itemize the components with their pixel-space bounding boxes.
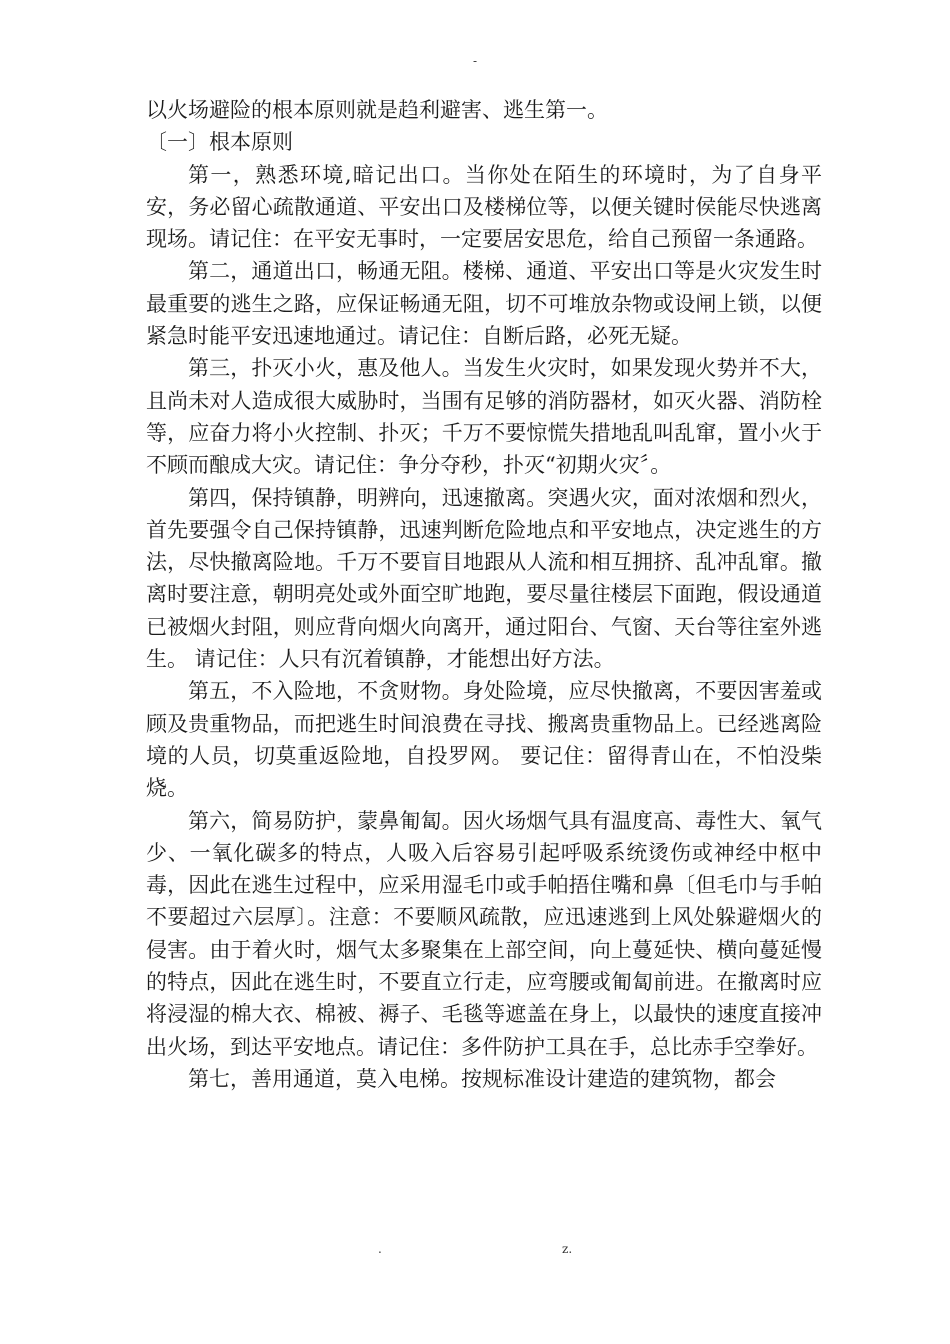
paragraph-1: 第一，熟悉环境,暗记出口。当你处在陌生的环境时，为了自身平安，务必留心疏散通道、平安出口及楼梯位等，以便关键时侯能尽快逃离现场。请记住：在平安无事时，一定要居安思危，给自己预留一条通路。 xyxy=(146,162,822,252)
intro-line: 以火场避险的根本原则就是趋利避害、逃生第一。 xyxy=(146,98,608,122)
paragraph-6: 第六，简易防护，蒙鼻匍匐。因火场烟气具有温度高、毒性大、氧气少、一氧化碳多的特点，人吸入后容易引起呼吸系统烫伤或神经中枢中毒，因此在逃生过程中，应采用湿毛巾或手帕捂住嘴和鼻〔但毛巾与手帕不要超过六层厚〕。注意：不要顺风疏散，应迅速逃到上风处躲避烟火的侵害。由于着火时，烟气太多聚集在上部空间，向上蔓延快、横向蔓延慢的特点，因此在逃生时，不要直立行走，应弯腰或匍匐前进。在撤离时应将浸湿的棉大衣、棉被、褥子、毛毯等遮盖在身上，以最快的速度直接冲出火场，到达平安地点。请记住：多件防护工具在手，总比赤手空拳好。 xyxy=(146,808,822,1059)
footer-left-mark: . xyxy=(378,1242,382,1256)
section-heading: 〔一〕根本原则 xyxy=(146,130,293,155)
page-header-mark: - xyxy=(472,54,478,68)
document-body xyxy=(146,94,822,1095)
footer-right-mark: z. xyxy=(562,1242,573,1256)
paragraph-4: 第四，保持镇静，明辨向，迅速撤离。突遇火灾，面对浓烟和烈火，首先要强令自己保持镇静，迅速判断危险地点和平安地点，决定逃生的方法，尽快撤离险地。千万不要盲目地跟从人流和相互拥挤、乱冲乱窜。撤离时要注意，朝明亮处或外面空旷地跑，要尽量往楼层下面跑，假设通道已被烟火封阻，则应背向烟火向离开，通过阳台、气窗、天台等往室外逃生。 请记住：人只有沉着镇静，才能想出好方法。 xyxy=(146,485,822,672)
paragraph-5: 第五，不入险地，不贪财物。身处险境，应尽快撤离，不要因害羞或顾及贵重物品，而把逃生时间浪费在寻找、搬离贵重物品上。已经逃离险境的人员，切莫重返险地，自投罗网。 要记住：留得青山在，不怕没柴烧。 xyxy=(146,679,822,801)
paragraph-3: 第三，扑灭小火，惠及他人。当发生火灾时，如果发现火势并不大，且尚未对人造成很大威胁时，当围有足够的消防器材，如灭火器、消防栓等，应奋力将小火控制、扑灭；千万不要惊慌失措地乱叫乱窜，置小火于不顾而酿成大灾。请记住：争分夺秒，扑灭“初期火灾〞。 xyxy=(146,356,822,478)
paragraph-2: 第二，通道出口，畅通无阻。楼梯、通道、平安出口等是火灾发生时最重要的逃生之路，应保证畅通无阻，切不可堆放杂物或设闸上锁，以便紧急时能平安迅速地通过。请记住：自断后路，必死无疑。 xyxy=(146,259,822,349)
paragraph-7: 第七，善用通道，莫入电梯。按规标准设计建造的建筑物，都会 xyxy=(188,1066,776,1091)
